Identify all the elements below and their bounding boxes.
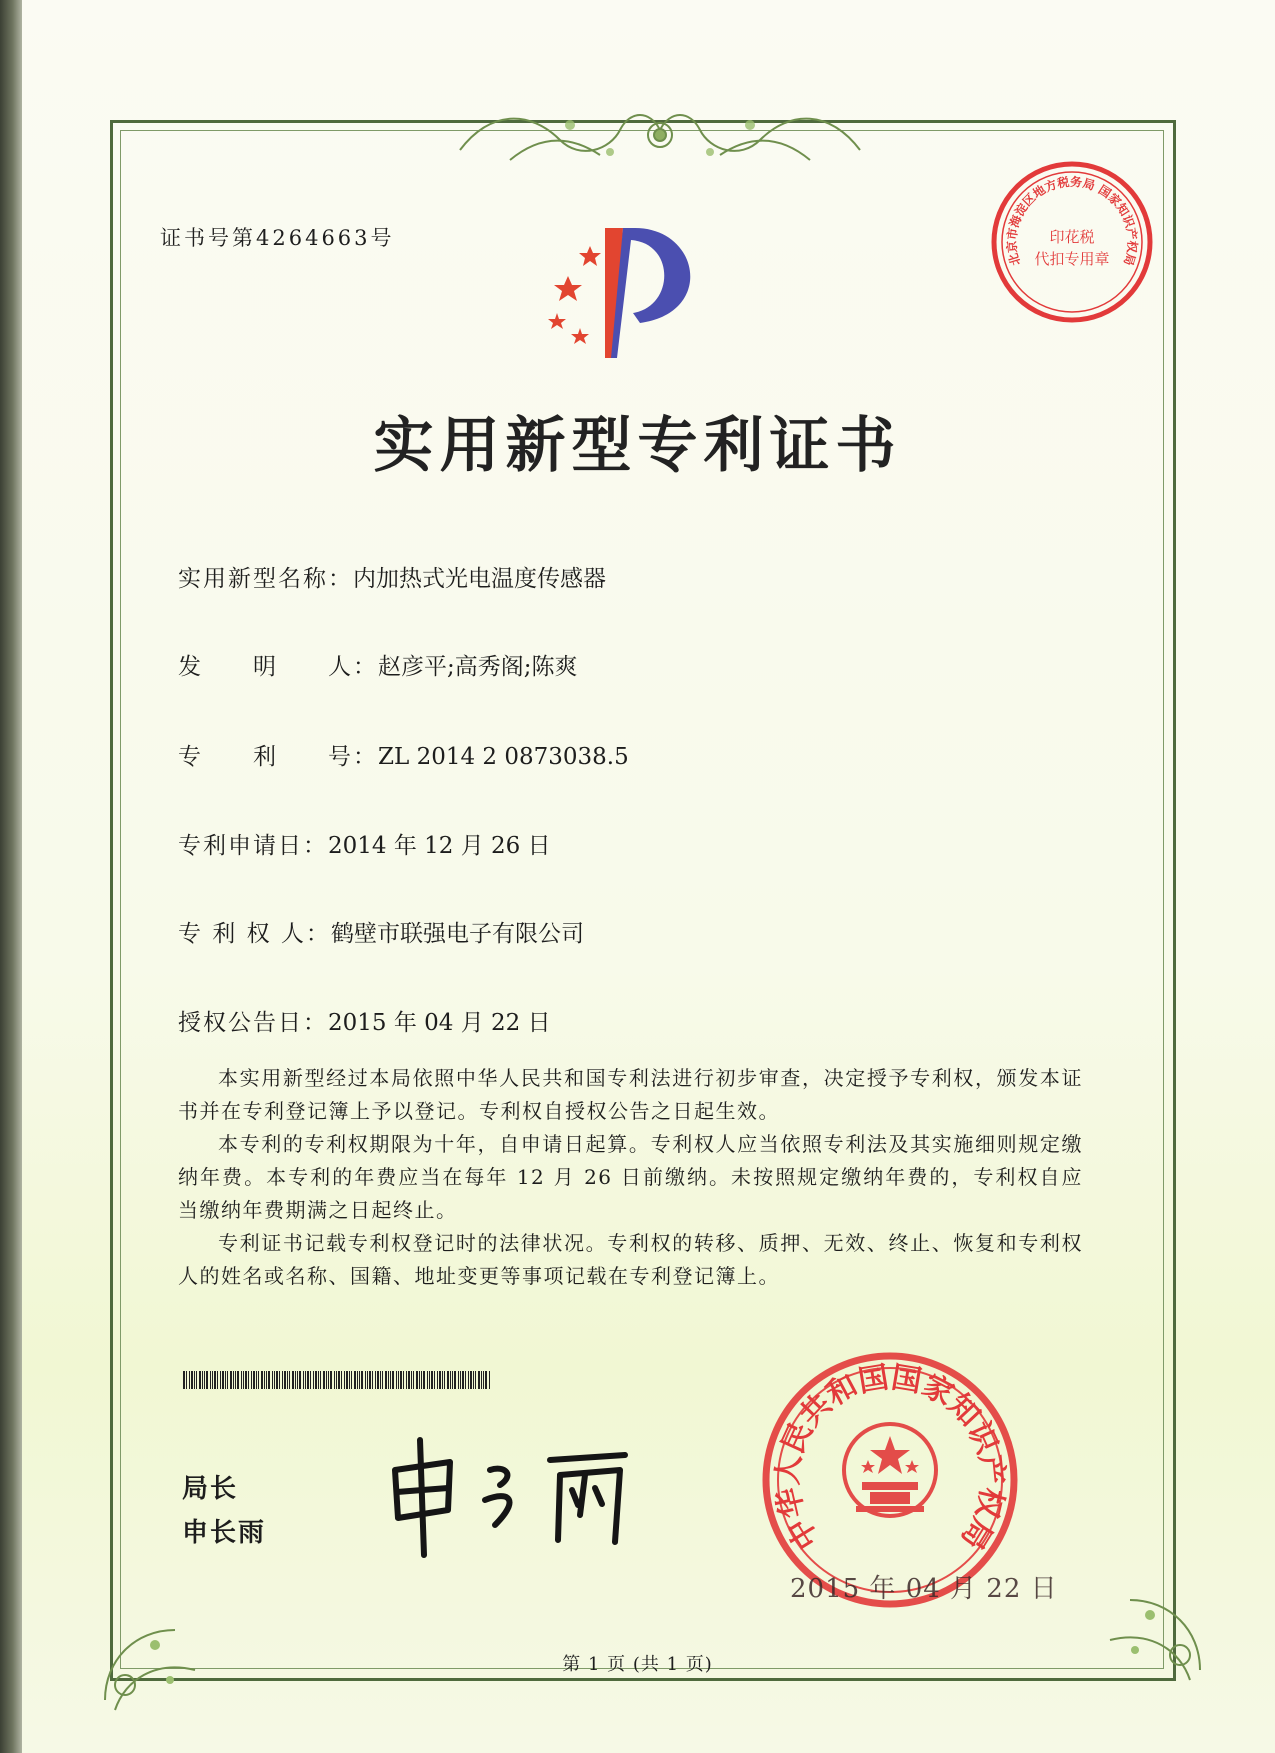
field-utility-model-name: 实用新型名称：内加热式光电温度传感器 bbox=[178, 566, 606, 592]
field-inventors: 发 明 人：赵彦平;高秀阁;陈爽 bbox=[178, 654, 578, 680]
sipo-logo-icon bbox=[545, 218, 745, 363]
certificate-body-text bbox=[178, 1062, 1083, 1293]
field-patentee: 专 利 权 人：鹤壁市联强电子有限公司 bbox=[178, 921, 584, 947]
seal-date: 2015 年 04 月 22 日 bbox=[790, 1574, 1058, 1604]
certificate-title: 实用新型专利证书 bbox=[373, 411, 902, 481]
page-number: 第 1 页 (共 1 页) bbox=[562, 1654, 713, 1675]
certificate-number: 证书号第4264663号 bbox=[160, 226, 395, 250]
tax-seal-outer-text: 北京市海淀区地方税务局 国家知识产权局 bbox=[1004, 174, 1140, 268]
body-paragraph: 专利证书记载专利权登记时的法律状况。专利权的转移、质押、无效、终止、恢复和专利权人的姓名或名称、国籍、地址变更等事项记载在专利登记簿上。 bbox=[178, 1231, 1083, 1288]
cnipa-seal-text: 中华人民共和国国家知识产权局 bbox=[770, 1360, 1010, 1556]
top-ornament-icon bbox=[450, 90, 870, 170]
body-paragraph: 本专利的专利权期限为十年，自申请日起算。专利权人应当依照专利法及其实施细则规定缴纳年费。本专利的年费应当在每年 12 月 26 日前缴纳。未按照规定缴纳年费的，专利权自应当缴纳年费期满之日起终止。 bbox=[178, 1132, 1083, 1222]
director-title: 局长 bbox=[182, 1474, 239, 1504]
director-name: 申长雨 bbox=[182, 1518, 267, 1548]
field-application-date: 专利申请日：2014 年 12 月 26 日 bbox=[178, 833, 551, 859]
tax-seal-icon bbox=[988, 158, 1156, 326]
body-paragraph: 本实用新型经过本局依照中华人民共和国专利法进行初步审查，决定授予专利权，颁发本证书并在专利登记簿上予以登记。专利权自授权公告之日起生效。 bbox=[178, 1066, 1083, 1123]
tax-seal-inner-line2: 代扣专用章 bbox=[1034, 250, 1110, 268]
tax-seal-inner-line1: 印花税 bbox=[1049, 228, 1095, 246]
field-patent-number: 专 利 号：ZL 2014 2 0873038.5 bbox=[178, 744, 629, 770]
barcode-icon bbox=[183, 1371, 493, 1389]
director-signature-icon bbox=[380, 1430, 640, 1560]
field-grant-date: 授权公告日：2015 年 04 月 22 日 bbox=[178, 1010, 551, 1036]
